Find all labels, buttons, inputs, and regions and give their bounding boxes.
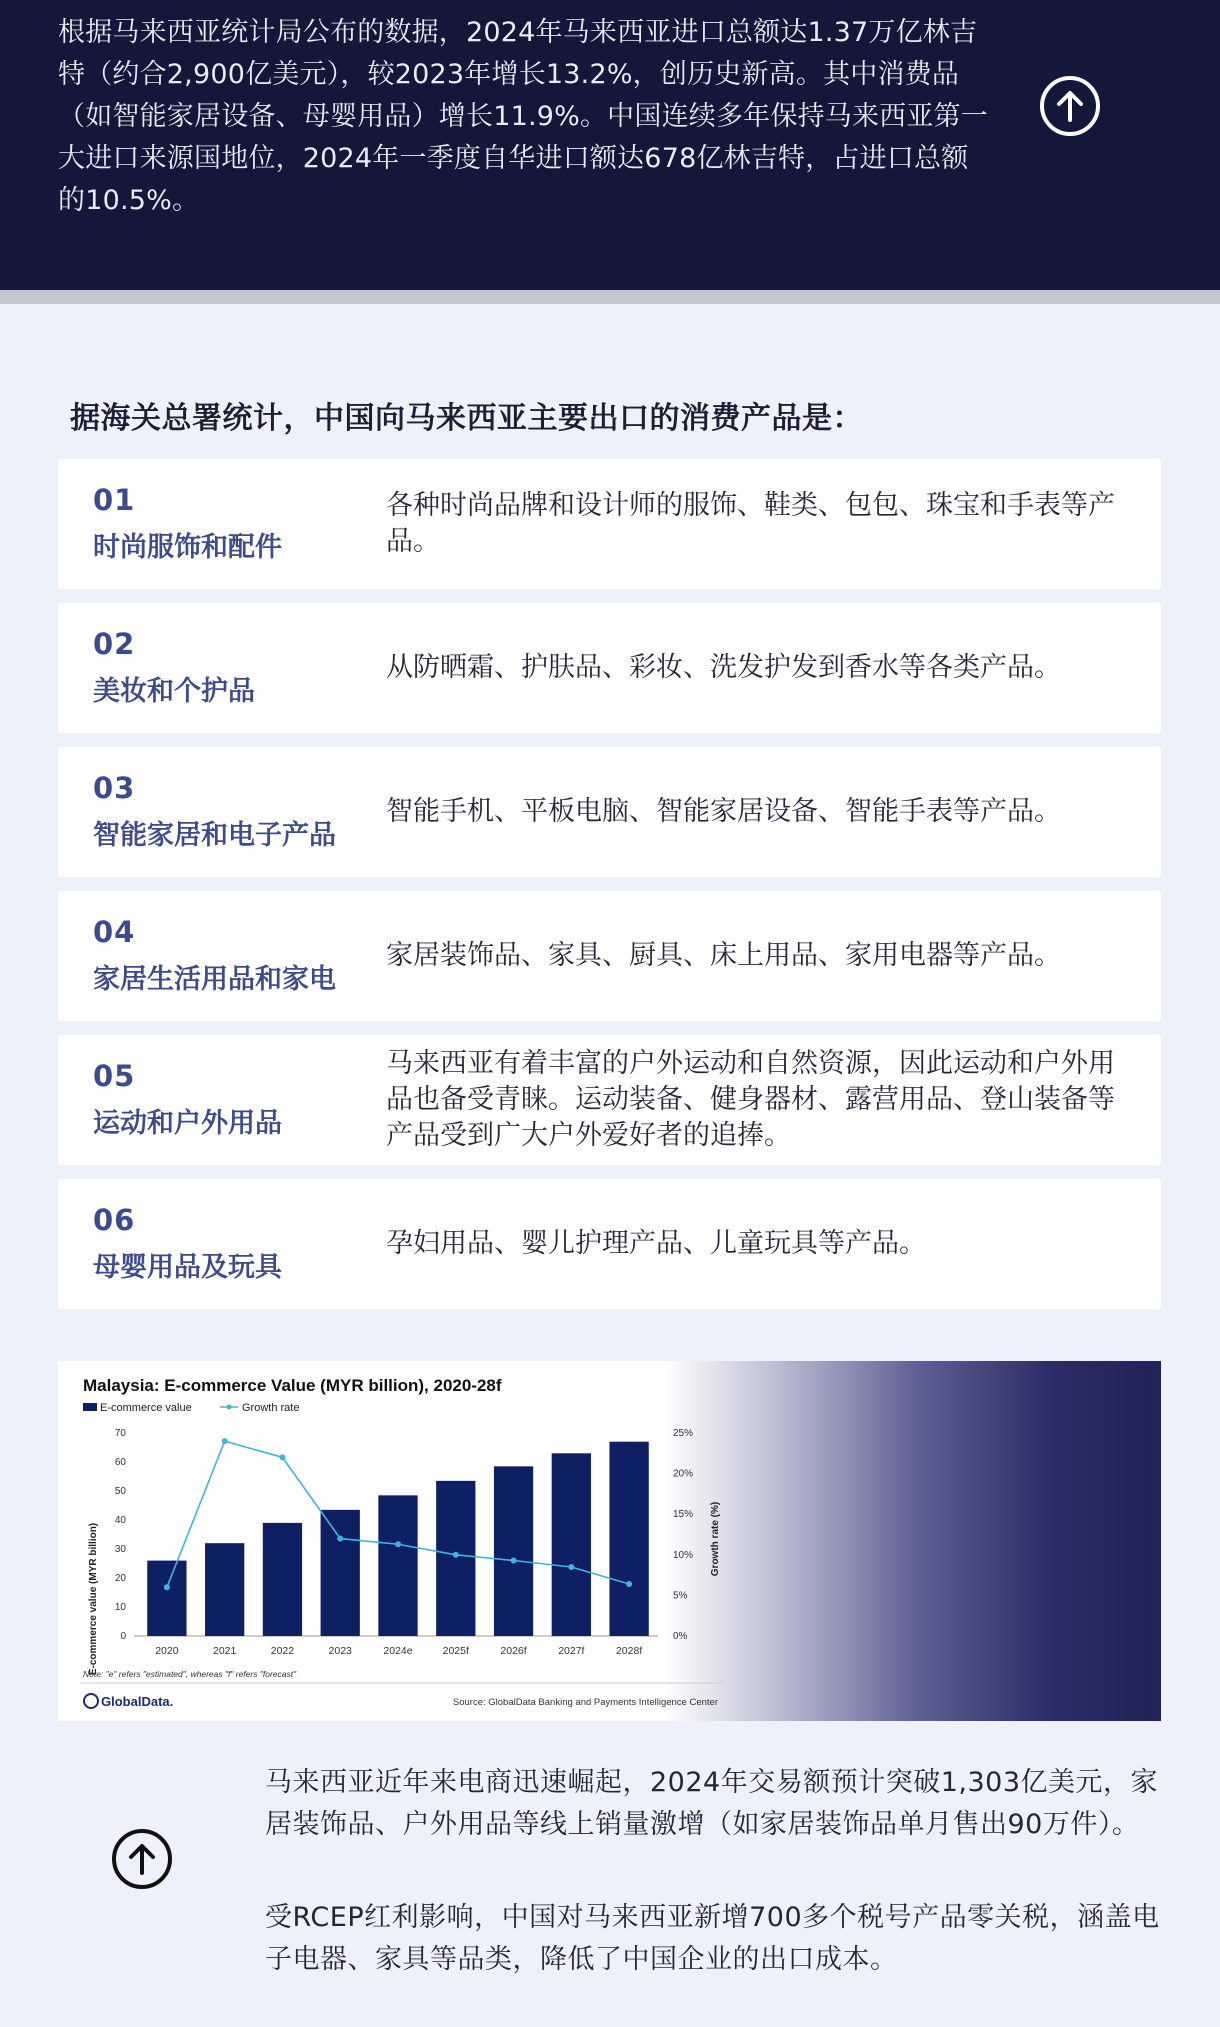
y-tick-label: 40 <box>114 1515 126 1526</box>
product-card-beauty <box>58 603 1161 733</box>
product-number: 02 <box>93 627 136 661</box>
bar-2023 <box>321 1510 360 1636</box>
y-right-tick-label: 10% <box>673 1549 694 1561</box>
y-right-tick-label: 5% <box>673 1590 688 1602</box>
chart-bars <box>147 1442 649 1636</box>
product-title: 家居生活用品和家电 <box>93 964 336 995</box>
arrow-up-icon <box>127 1842 157 1876</box>
bar-2025f <box>436 1481 475 1636</box>
product-number: 06 <box>93 1203 136 1237</box>
bar-2027f <box>552 1453 591 1636</box>
product-number: 04 <box>93 915 136 949</box>
product-number: 01 <box>93 483 136 517</box>
chart-title: Malaysia: E-commerce Value (MYR billion), 2020-28f <box>83 1376 502 1395</box>
growth-point-2024e <box>395 1541 401 1547</box>
bar-2022 <box>263 1523 302 1636</box>
product-description: 马来西亚有着丰富的户外运动和自然资源，因此运动和户外用品也备受青睐。运动装备、健身器材、露营用品、登山装备等产品受到广大户外爱好者的追捧。 <box>386 1048 1115 1151</box>
product-card-fashion <box>58 459 1161 589</box>
bar-2026f <box>494 1466 533 1636</box>
y-tick-label: 70 <box>114 1428 126 1439</box>
y-tick-label: 20 <box>114 1573 126 1584</box>
product-description: 各种时尚品牌和设计师的服饰、鞋类、包包、珠宝和手表等产品。 <box>386 490 1115 557</box>
growth-point-2027f <box>568 1564 574 1570</box>
bar-2024e <box>378 1495 417 1636</box>
x-tick-label: 2020 <box>155 1645 179 1657</box>
bar-2028f <box>609 1442 648 1636</box>
growth-point-2023 <box>337 1536 343 1542</box>
y-tick-label: 60 <box>114 1457 126 1468</box>
globaldata-logo-icon <box>84 1694 98 1708</box>
growth-point-2021 <box>222 1438 228 1444</box>
y-axis-label: E-commerce value (MYR billion) <box>88 1522 99 1676</box>
x-tick-label: 2025f <box>442 1645 469 1657</box>
product-title: 时尚服饰和配件 <box>93 532 282 563</box>
growth-point-2025f <box>453 1552 459 1558</box>
scroll-up-button[interactable] <box>112 1829 172 1889</box>
product-title: 母婴用品及玩具 <box>93 1252 282 1283</box>
y-right-tick-label: 15% <box>673 1509 694 1521</box>
growth-point-2020 <box>164 1584 170 1590</box>
y-tick-label: 0 <box>120 1631 126 1642</box>
product-number: 03 <box>93 771 136 805</box>
products-heading: 据海关总署统计，中国向马来西亚主要出口的消费产品是： <box>70 401 863 436</box>
product-title: 美妆和个护品 <box>93 676 255 707</box>
legend-item-ecommerce-value: E-commerce value <box>100 1402 192 1414</box>
ecommerce-paragraph: 马来西亚近年来电商迅速崛起，2024年交易额预计突破1,303亿美元，家居装饰品、户外用品等线上销量激增（如家居装饰品单月售出90万件）。 <box>265 1767 1159 1840</box>
growth-point-2022 <box>279 1454 285 1460</box>
product-number: 05 <box>93 1059 136 1093</box>
arrow-up-icon <box>1055 89 1085 123</box>
y-right-tick-label: 25% <box>673 1428 694 1439</box>
y-right-tick-label: 20% <box>673 1468 694 1480</box>
product-card-outdoor <box>58 1035 1161 1165</box>
x-tick-label: 2022 <box>270 1645 295 1657</box>
legend-bar-swatch <box>83 1403 97 1411</box>
legend-item-growth-rate: Growth rate <box>242 1402 300 1414</box>
x-tick-label: 2028f <box>615 1645 643 1657</box>
product-card-home <box>58 891 1161 1021</box>
product-description: 智能手机、平板电脑、智能家居设备、智能手表等产品。 <box>386 796 1061 827</box>
x-tick-label: 2024e <box>383 1645 413 1657</box>
chart-note: Note: "e" refers "estimated", whereas "f" refers "forecast" <box>83 1669 297 1679</box>
product-description: 从防晒霜、护肤品、彩妆、洗发护发到香水等各类产品。 <box>386 652 1061 683</box>
x-tick-label: 2023 <box>328 1645 352 1657</box>
y-right-tick-label: 0% <box>673 1631 688 1642</box>
section-divider <box>0 290 1220 304</box>
growth-point-2026f <box>511 1557 517 1563</box>
legend-line-marker <box>227 1405 232 1410</box>
chart-source: Source: GlobalData Banking and Payments Intelligence Center <box>452 1697 718 1708</box>
bar-2021 <box>205 1543 244 1636</box>
rcep-paragraph: 受RCEP红利影响，中国对马来西亚新增700多个税号产品零关税，涵盖电子电器、家具等品类，降低了中国企业的出口成本。 <box>265 1902 1160 1975</box>
product-description: 孕妇用品、婴儿护理产品、儿童玩具等产品。 <box>386 1228 926 1259</box>
product-card-electronics <box>58 747 1161 877</box>
x-tick-label: 2027f <box>558 1645 585 1657</box>
y-tick-label: 30 <box>114 1544 126 1555</box>
intro-section <box>0 0 1220 290</box>
y-tick-label: 10 <box>114 1602 126 1613</box>
ecommerce-chart <box>58 1361 1161 1721</box>
scroll-up-button[interactable] <box>1040 76 1100 136</box>
y-tick-label: 50 <box>114 1486 126 1497</box>
chart-brand: GlobalData. <box>101 1694 174 1709</box>
product-title: 运动和户外用品 <box>93 1108 282 1139</box>
intro-paragraph: 根据马来西亚统计局公布的数据，2024年马来西亚进口总额达1.37万亿林吉特（约合2,900亿美元），较2023年增长13.2%，创历史新高。其中消费品（如智能家居设备、母婴用品）增长11.9%。中国连续多年保持马来西亚第一大进口来源国地位，2024年一季度自华进口额达678亿林吉特，占进口总额的10.5%。 <box>58 17 988 216</box>
product-title: 智能家居和电子产品 <box>93 820 336 851</box>
growth-point-2028f <box>626 1581 632 1587</box>
product-description: 家居装饰品、家具、厨具、床上用品、家用电器等产品。 <box>386 940 1061 971</box>
bar-2020 <box>147 1561 186 1636</box>
ecommerce-chart-banner <box>58 1361 1161 1721</box>
x-tick-label: 2026f <box>500 1645 527 1657</box>
x-tick-label: 2021 <box>212 1645 237 1657</box>
product-list <box>58 459 1161 1323</box>
product-card-baby <box>58 1179 1161 1309</box>
y-axis-right-label: Growth rate (%) <box>710 1501 721 1577</box>
